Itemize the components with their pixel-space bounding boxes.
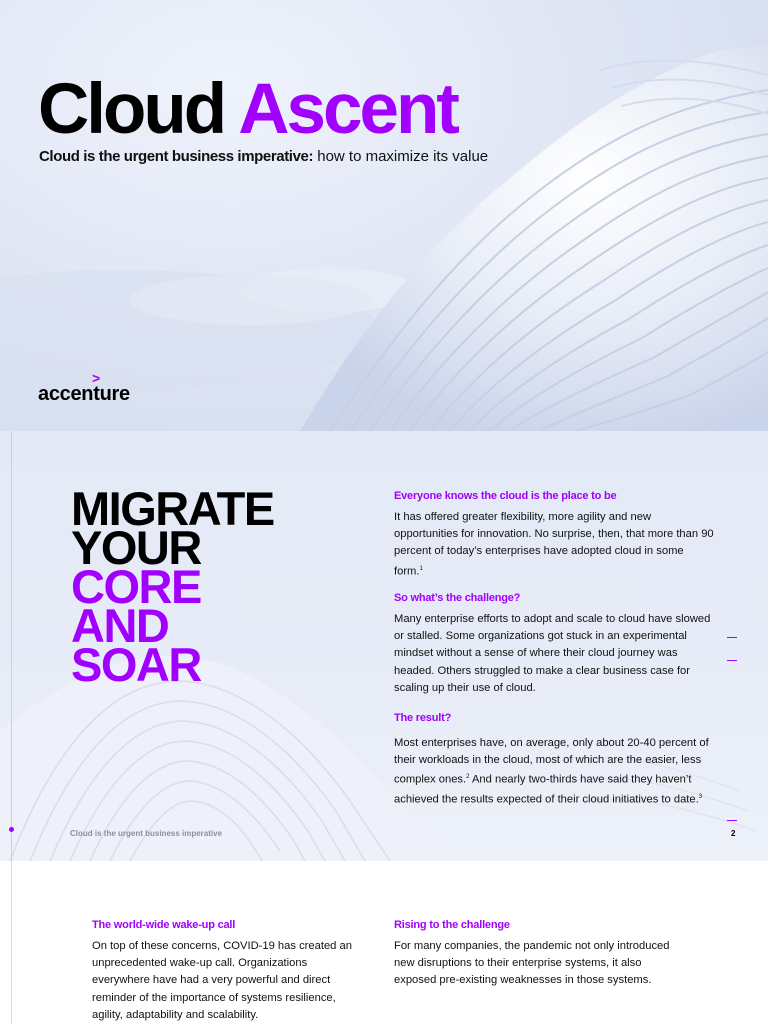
headline-line-3: CORE (71, 560, 201, 613)
nav-marker[interactable] (727, 660, 737, 661)
section-heading: Rising to the challenge (394, 919, 510, 931)
section-rising-challenge (394, 918, 684, 990)
side-rule (11, 431, 12, 861)
section-wake-up-call (92, 918, 354, 1024)
page-3 (0, 861, 768, 1024)
contour-landscape-image (0, 0, 768, 431)
section-body-text-b: And nearly two-thirds have said they haven’t achieved the results expected of their cloud initiatives to date. (394, 774, 699, 807)
section-body (394, 735, 714, 809)
section-heading: So what’s the challenge? (394, 592, 521, 604)
side-rule (11, 861, 12, 1024)
brand-mark-icon: > (92, 370, 101, 386)
cover-title-word-1: Cloud (38, 70, 225, 149)
section-everyone-knows (394, 489, 714, 581)
nav-marker[interactable] (727, 820, 737, 821)
page-footer: Cloud is the urgent business imperative (70, 829, 223, 838)
headline-line-4: AND (71, 599, 169, 652)
section-heading: The world-wide wake-up call (92, 919, 236, 931)
page-2 (0, 431, 768, 861)
cover-title-word-2: Ascent (238, 70, 457, 149)
cover-subtitle (39, 147, 488, 167)
cover-subtitle-bold: Cloud is the urgent business imperative: (39, 148, 314, 165)
section-heading: The result? (394, 712, 452, 724)
footnote-ref: 1 (419, 565, 423, 572)
headline-line-2: YOUR (71, 521, 201, 574)
section-heading: Everyone knows the cloud is the place to be (394, 490, 617, 502)
section-body (394, 509, 714, 581)
side-progress-marker (9, 827, 14, 832)
cover-title (38, 70, 457, 150)
section-body-text: It has offered greater flexibility, more agility and new opportunities for innovation. No surprise, then, that more than 90 percent of today’s enterprises have adopted cloud in some form. (394, 511, 714, 578)
brand-name: accenture (38, 383, 130, 405)
page-number: 2 (731, 829, 736, 838)
section-body: Many enterprise efforts to adopt and scale to cloud have slowed or stalled. Some organizations got stuck in an experimental mindset without a sense of where their cloud journey was headed. Others struggled to make a clear business case for scaling up their use of cloud. (394, 613, 711, 694)
section-challenge (394, 591, 714, 697)
section-result (394, 711, 714, 809)
cover-page (0, 0, 768, 431)
footnote-ref: 2 (466, 774, 470, 781)
cover-subtitle-rest: how to maximize its value (317, 148, 489, 165)
headline-line-1: MIGRATE (71, 482, 274, 535)
headline (71, 482, 274, 691)
footnote-ref: 3 (698, 794, 703, 801)
section-body: On top of these concerns, COVID-19 has created an unprecedented wake-up call. Organizations everywhere have had a very powerful and direct reminder of the importance of systems resilience, agility, adaptability and scalability. (92, 940, 352, 1021)
nav-marker[interactable] (727, 637, 737, 638)
headline-line-5: SOAR (71, 638, 201, 691)
section-body: For many companies, the pandemic not only introduced new disruptions to their enterprise systems, it also exposed pre-existing weaknesses in those systems. (394, 940, 670, 987)
section-body-text-a: Most enterprises have, on average, only about 20-40 percent of their workloads in the cloud, most of which are the easier, less complex ones. (394, 737, 709, 787)
